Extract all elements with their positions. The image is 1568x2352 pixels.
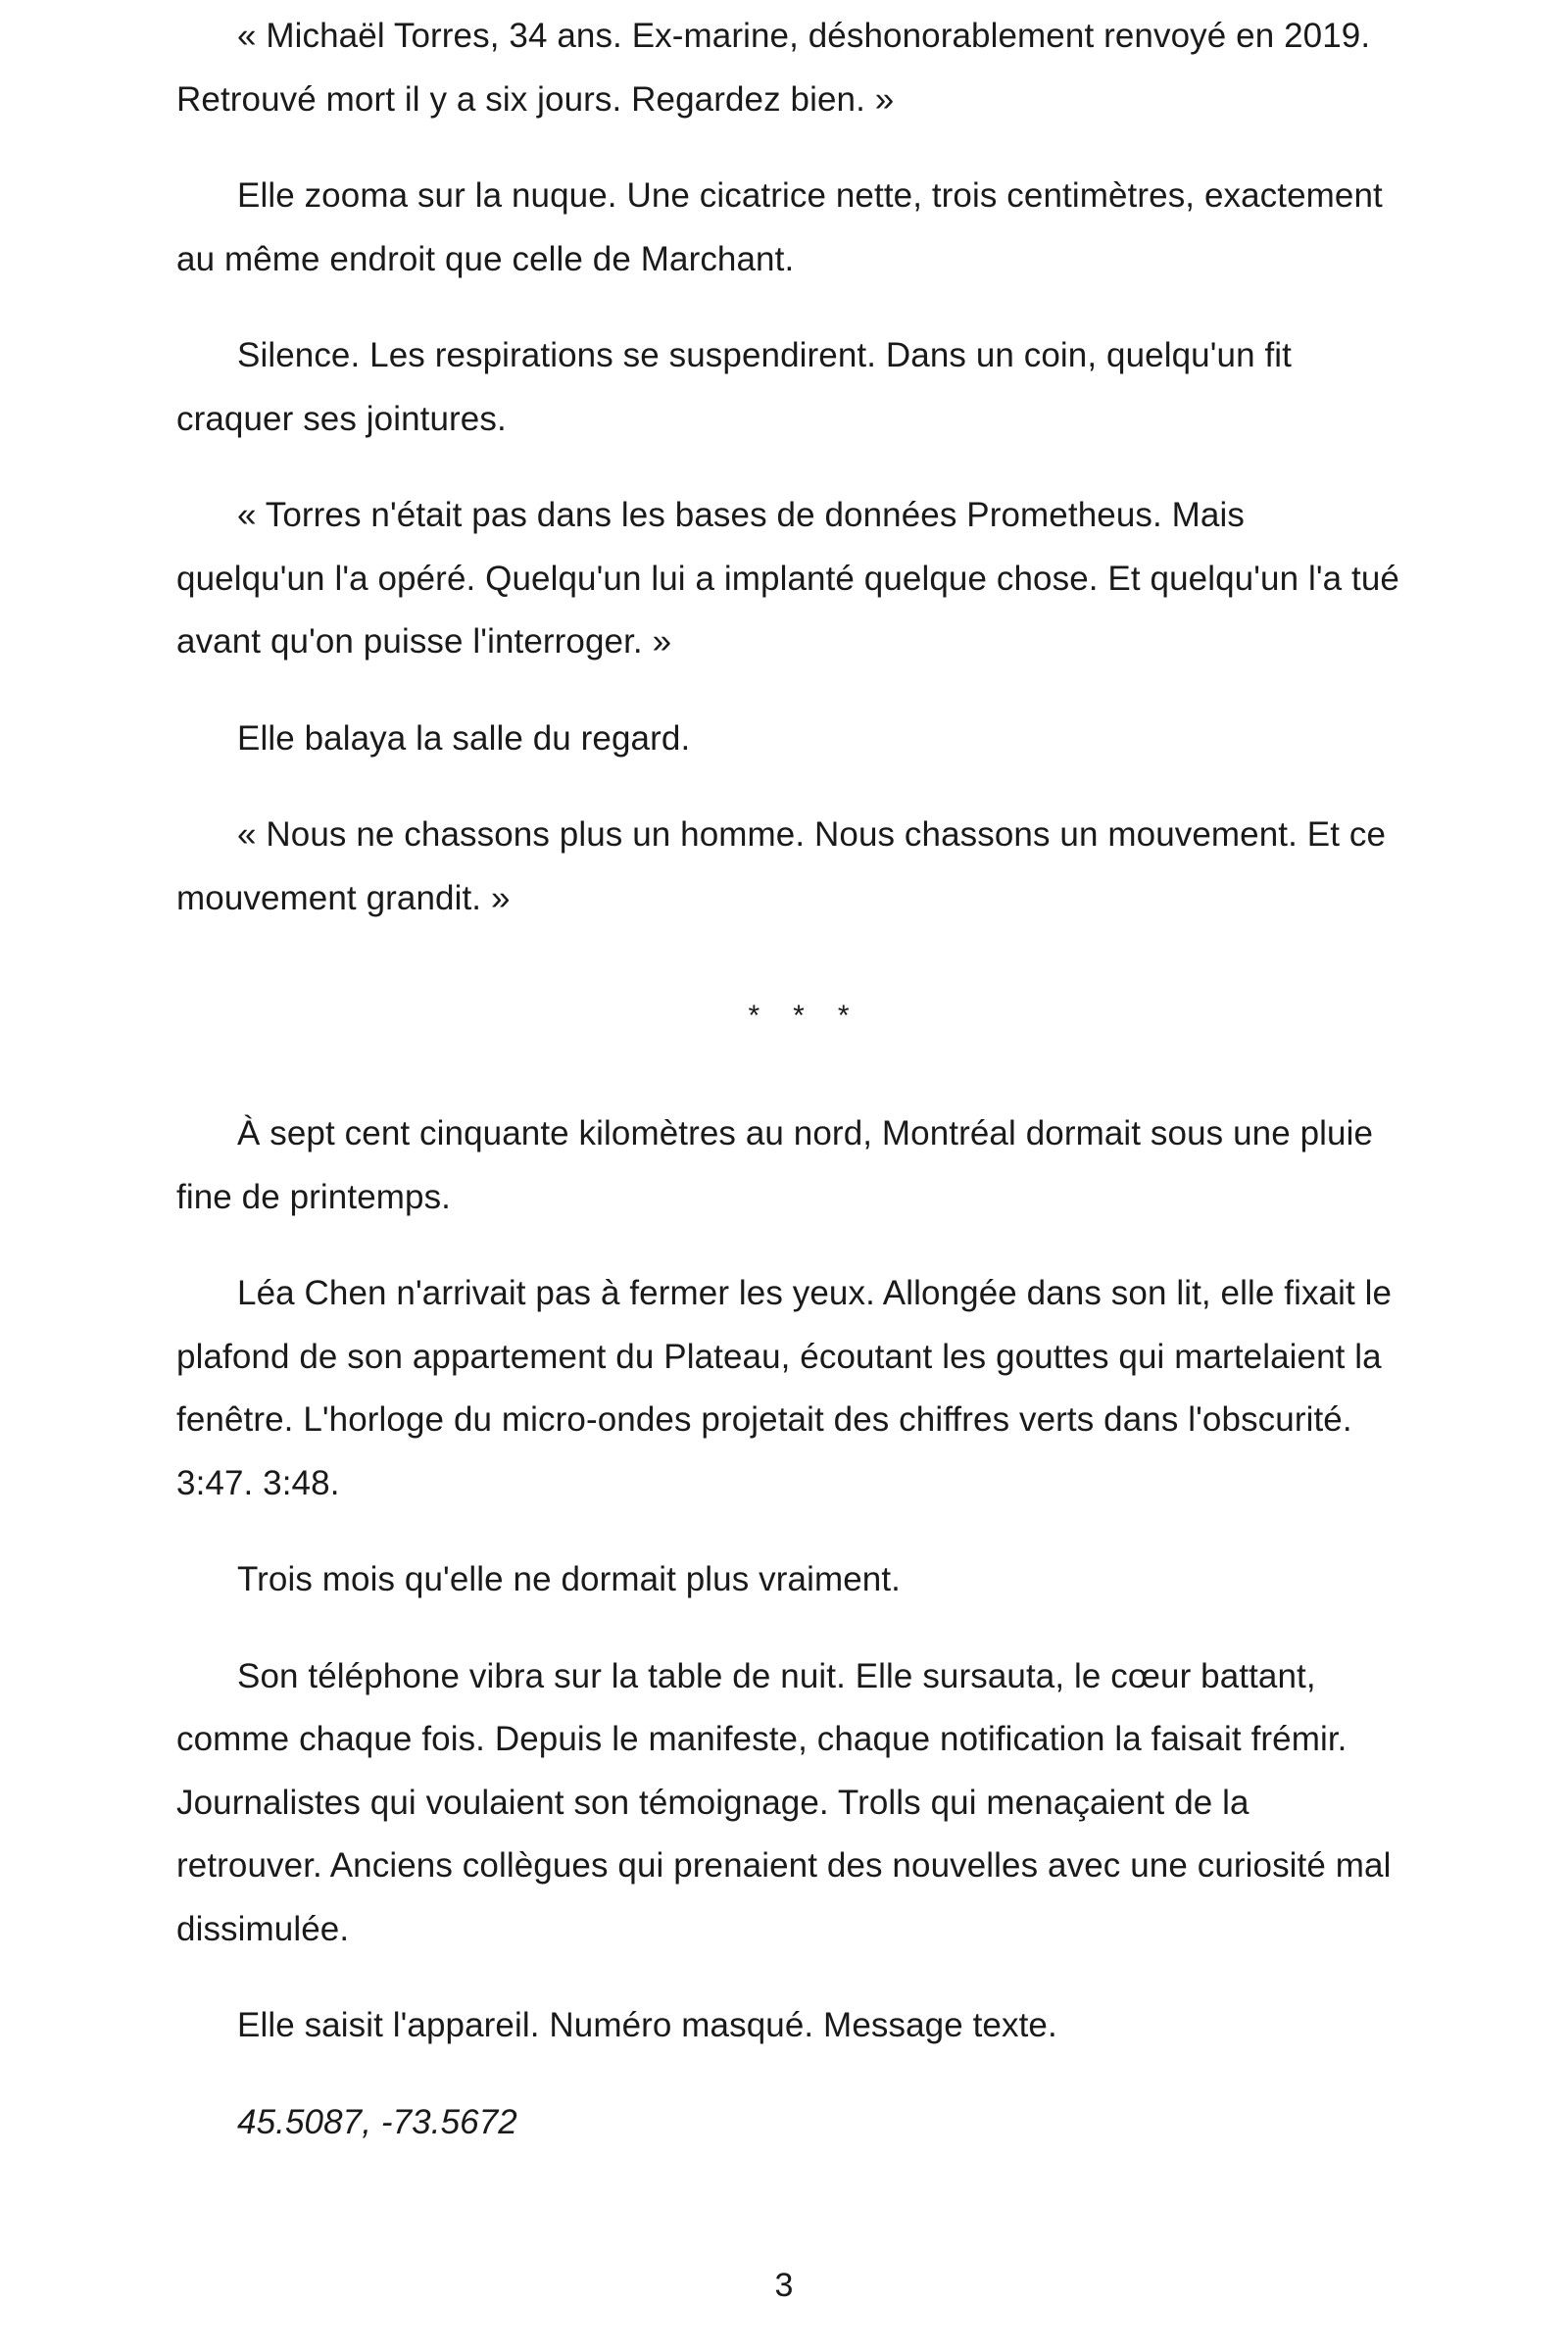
separator-asterisk: * (793, 1000, 805, 1032)
paragraph: Son téléphone vibra sur la table de nuit. Elle sursauta, le cœur battant, comme chaque fois. Depuis le manifeste, chaque notification la faisait frémir. Journalistes qui voulaient son témoignage. Trolls qui menaçaient de la retrouver. Anciens collègues qui prenaient des nouvelles avec une curiosité mal dissimulée. (176, 1656, 1392, 1948)
paragraph: Silence. Les respirations se suspendirent. Dans un coin, quelqu'un fit craquer ses jointures. (176, 336, 1292, 438)
paragraph: Trois mois qu'elle ne dormait plus vraiment. (237, 1560, 901, 1598)
separator-asterisk: * (837, 1000, 850, 1032)
paragraph: Elle zooma sur la nuque. Une cicatrice nette, trois centimètres, exactement au même endroit que celle de Marchant. (176, 176, 1383, 278)
separator-asterisk: * (748, 1000, 760, 1032)
paragraph: « Torres n'était pas dans les bases de données Prometheus. Mais quelqu'un l'a opéré. Quelqu'un lui a implanté quelque chose. Et quelqu'un l'a tué avant qu'on puisse l'interroger. » (176, 496, 1399, 661)
paragraph: Elle balaya la salle du regard. (237, 718, 691, 758)
page-number: 3 (774, 2267, 794, 2304)
section-separator (176, 985, 1401, 1048)
paragraph: À sept cent cinquante kilomètres au nord, Montréal dormait sous une pluie fine de printemps. (176, 1114, 1374, 1216)
page-body (176, 0, 1401, 2352)
coordinates-message: 45.5087, -73.5672 (237, 2102, 517, 2141)
paragraph: Léa Chen n'arrivait pas à fermer les yeux. Allongée dans son lit, elle fixait le plafond de son appartement du Plateau, écoutant les gouttes qui martelaient la fenêtre. L'horloge du micro-ondes projetait des chiffres verts dans l'obscurité. 3:47. 3:48. (176, 1274, 1393, 1502)
paragraph: Elle saisit l'appareil. Numéro masqué. Message texte. (237, 2006, 1057, 2044)
paragraph: « Nous ne chassons plus un homme. Nous chassons un mouvement. Et ce mouvement grandit. » (176, 815, 1387, 917)
paragraph: « Michaël Torres, 34 ans. Ex-marine, déshonorablement renvoyé en 2019. Retrouvé mort il y a six jours. Regardez bien. » (176, 17, 1371, 119)
